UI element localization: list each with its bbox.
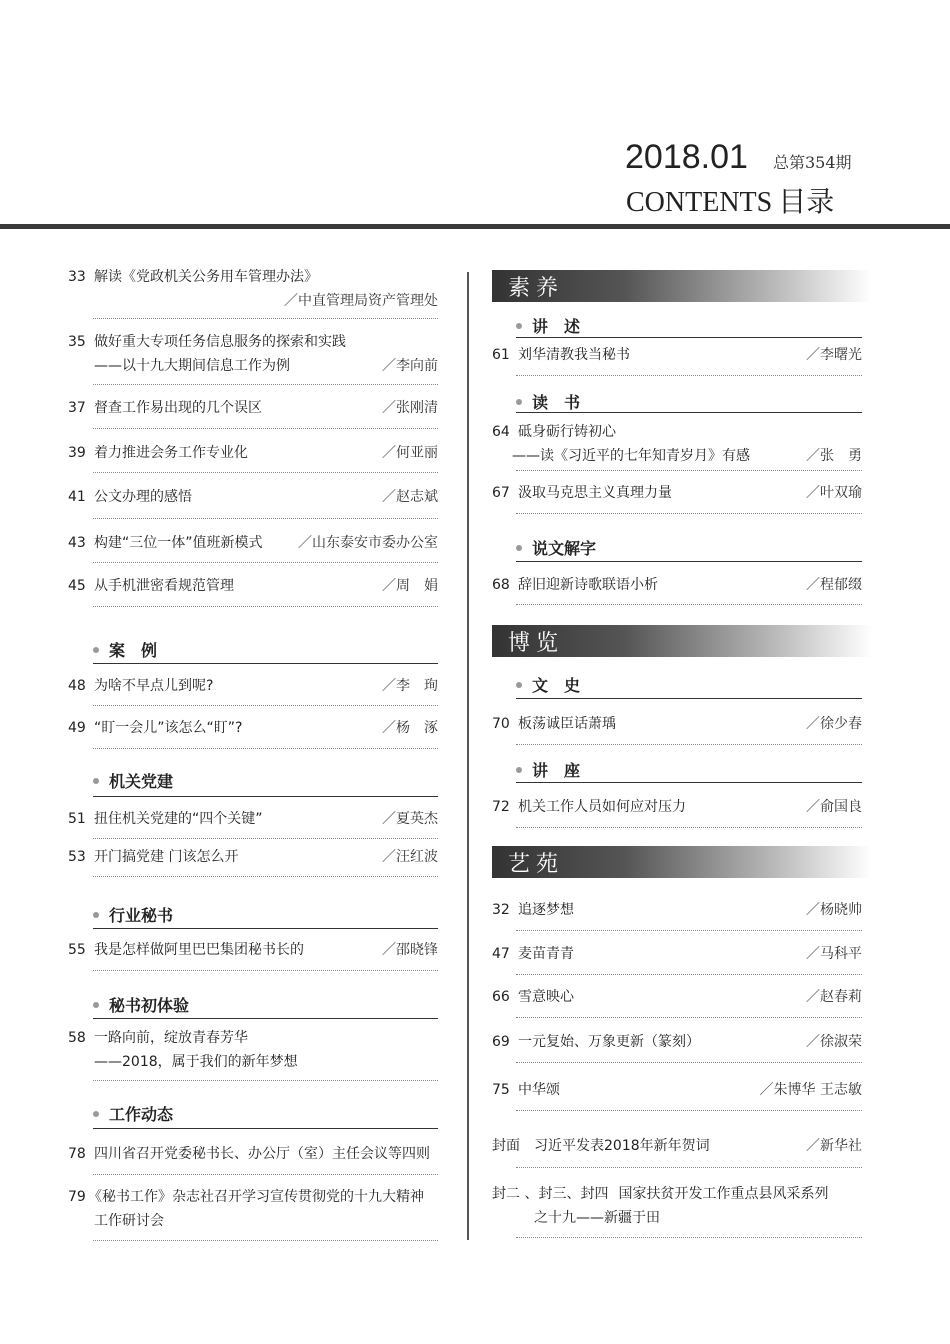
toc-entry-66[interactable] xyxy=(492,985,862,1009)
entry-title: 汲取马克思主义真理力量 xyxy=(518,485,672,501)
entry-title: 板荡诚臣话萧瑀 xyxy=(518,716,616,732)
dotted-divider xyxy=(93,1174,438,1175)
section-rule xyxy=(516,698,862,699)
entry-title: 一元复始、万象更新（篆刻） xyxy=(518,1034,700,1050)
dotted-divider xyxy=(93,472,438,473)
dotted-divider xyxy=(93,838,438,839)
toc-entry-47[interactable] xyxy=(492,942,862,966)
entry-title: 扭住机关党建的“四个关键” xyxy=(94,811,263,827)
contents-label: CONTENTS xyxy=(626,187,773,218)
entry-author: ／新华社 xyxy=(806,1138,862,1154)
bullet-icon xyxy=(516,545,522,551)
toc-entry-75[interactable] xyxy=(492,1078,862,1102)
toc-entry-33[interactable] xyxy=(68,265,438,313)
dotted-divider xyxy=(93,606,438,607)
toc-entry-41[interactable] xyxy=(68,485,438,509)
banner-suyang: 素养 xyxy=(492,270,872,302)
entry-author: ／徐少春 xyxy=(806,716,862,732)
page-number: 68 xyxy=(492,577,510,593)
header-rule xyxy=(0,224,950,229)
bullet-icon xyxy=(93,647,99,653)
dotted-divider xyxy=(516,1062,862,1063)
page-number: 61 xyxy=(492,347,510,363)
dotted-divider xyxy=(516,827,862,828)
toc-entry-64[interactable] xyxy=(492,420,862,468)
contents-title xyxy=(626,180,834,220)
entry-title: 麦苗青青 xyxy=(518,946,574,962)
entry-author: ／徐淑荣 xyxy=(806,1034,862,1050)
entry-title: 习近平发表2018年新年贺词 xyxy=(534,1138,710,1154)
entry-author: ／俞国良 xyxy=(806,799,862,815)
toc-entry-68[interactable] xyxy=(492,573,862,597)
entry-title: 开门搞党建 门该怎么开 xyxy=(94,849,239,865)
section-heading-wenshi: 文 史 xyxy=(516,673,580,696)
section-heading-hangye: 行业秘书 xyxy=(93,903,173,926)
page-number: 47 xyxy=(492,946,510,962)
dotted-divider xyxy=(516,1237,862,1238)
page-number: 51 xyxy=(68,811,86,827)
toc-entry-49[interactable] xyxy=(68,716,438,740)
section-rule xyxy=(516,782,862,783)
toc-entry-35[interactable] xyxy=(68,330,438,378)
toc-entry-72[interactable] xyxy=(492,795,862,819)
page-number: 64 xyxy=(492,424,510,440)
toc-entry-67[interactable] xyxy=(492,481,862,505)
page-number: 75 xyxy=(492,1082,510,1098)
entry-title: 督查工作易出现的几个误区 xyxy=(94,400,262,416)
entry-author: ／赵志斌 xyxy=(382,489,438,505)
page-number: 39 xyxy=(68,445,86,461)
entry-title: 四川省召开党委秘书长、办公厅（室）主任会议等四则 xyxy=(94,1146,430,1162)
section-rule xyxy=(93,1128,438,1129)
cover-label: 封面 xyxy=(492,1138,520,1154)
entry-author: ／朱博华 王志敏 xyxy=(759,1082,862,1098)
toc-entry-78[interactable] xyxy=(68,1142,448,1166)
entry-title: 《秘书工作》杂志社召开学习宣传贯彻党的十九大精神 xyxy=(88,1189,424,1205)
entry-title: 辞旧迎新诗歌联语小析 xyxy=(518,577,658,593)
dotted-divider xyxy=(93,1240,438,1241)
section-heading-anli: 案 例 xyxy=(93,638,157,661)
section-rule xyxy=(93,663,438,664)
bullet-icon xyxy=(93,778,99,784)
dotted-divider xyxy=(93,705,438,706)
toc-entry-61[interactable] xyxy=(492,343,862,367)
page-number: 35 xyxy=(68,334,86,350)
bullet-icon xyxy=(516,682,522,688)
entry-title: 一路向前，绽放青春芳华 xyxy=(94,1030,248,1046)
entry-title: 解读《党政机关公务用车管理办法》 xyxy=(94,269,318,285)
page-number: 55 xyxy=(68,942,86,958)
cover-label: 封二 、封三、封四 xyxy=(492,1186,609,1202)
masthead xyxy=(0,130,950,230)
toc-entry-37[interactable] xyxy=(68,396,438,420)
section-rule xyxy=(93,928,438,929)
entry-author: ／张刚清 xyxy=(382,400,438,416)
entry-title: 公文办理的感悟 xyxy=(94,489,192,505)
bullet-icon xyxy=(516,399,522,405)
dotted-divider xyxy=(93,318,438,319)
toc-entry-79[interactable] xyxy=(68,1185,448,1233)
page-number: 66 xyxy=(492,989,510,1005)
bullet-icon xyxy=(93,912,99,918)
section-rule xyxy=(516,412,862,413)
entry-title: 着力推进会务工作专业化 xyxy=(94,445,248,461)
toc-entry-69[interactable] xyxy=(492,1030,862,1054)
dotted-divider xyxy=(93,384,438,385)
entry-title: 从手机泄密看规范管理 xyxy=(94,578,234,594)
toc-entry-45[interactable] xyxy=(68,574,438,598)
toc-entry-55[interactable] xyxy=(68,938,438,962)
section-heading-jiangshu: 讲 述 xyxy=(516,314,580,337)
bullet-icon xyxy=(93,1002,99,1008)
dotted-divider xyxy=(516,974,862,975)
toc-entry-58[interactable] xyxy=(68,1026,438,1074)
entry-author: ／邵晓锋 xyxy=(382,942,438,958)
toc-entry-39[interactable] xyxy=(68,441,438,465)
entry-title: 中华颂 xyxy=(518,1082,560,1098)
dotted-divider xyxy=(516,744,862,745)
entry-author: ／李 珣 xyxy=(382,678,438,694)
dotted-divider xyxy=(516,470,862,471)
bullet-icon xyxy=(93,1111,99,1117)
entry-subtitle: 之十九——新疆于田 xyxy=(534,1210,660,1226)
dotted-divider xyxy=(516,375,862,376)
page-number: 78 xyxy=(68,1146,86,1162)
page-number: 69 xyxy=(492,1034,510,1050)
entry-author: ／夏英杰 xyxy=(382,811,438,827)
entry-title: 做好重大专项任务信息服务的探索和实践 xyxy=(94,334,346,350)
entry-title: 刘华清教我当秘书 xyxy=(518,347,630,363)
section-rule xyxy=(516,561,862,562)
toc-entry-70[interactable] xyxy=(492,712,862,736)
entry-author: ／中直管理局资产管理处 xyxy=(284,293,438,309)
entry-subtitle: 工作研讨会 xyxy=(94,1213,164,1229)
mulu-label: 目录 xyxy=(778,185,835,218)
page-number: 37 xyxy=(68,400,86,416)
page-number: 33 xyxy=(68,269,86,285)
entry-title: 砥身砺行铸初心 xyxy=(518,424,616,440)
page-number: 32 xyxy=(492,902,510,918)
entry-title: “盯一会儿”该怎么“盯”? xyxy=(94,720,243,736)
page-number: 70 xyxy=(492,716,510,732)
dotted-divider xyxy=(516,930,862,931)
entry-subtitle: ——读《习近平的七年知青岁月》有感 xyxy=(512,448,750,464)
entry-title: 构建“三位一体”值班新模式 xyxy=(94,535,263,551)
toc-entry-covers[interactable] xyxy=(492,1182,862,1230)
entry-title: 追逐梦想 xyxy=(518,902,574,918)
page-number: 79 xyxy=(68,1189,86,1205)
entry-author: ／周 娟 xyxy=(382,578,438,594)
page-number: 45 xyxy=(68,578,86,594)
banner-yiyuan: 艺苑 xyxy=(492,846,872,878)
toc-entry-cover[interactable] xyxy=(492,1134,862,1158)
dotted-divider xyxy=(516,1110,862,1111)
issue-number: 总第354期 xyxy=(773,153,852,172)
section-heading-chutiyan: 秘书初体验 xyxy=(93,993,189,1016)
section-heading-dushu: 读 书 xyxy=(516,390,580,413)
dotted-divider xyxy=(93,518,438,519)
page-number: 49 xyxy=(68,720,86,736)
section-heading-dongtai: 工作动态 xyxy=(93,1102,173,1125)
toc-entry-48[interactable] xyxy=(68,674,438,698)
entry-author: ／何亚丽 xyxy=(382,445,438,461)
entry-author: ／杨晓帅 xyxy=(806,902,862,918)
entry-author: ／汪红波 xyxy=(382,849,438,865)
section-heading-jiangzuo: 讲 座 xyxy=(516,758,580,781)
entry-author: ／叶双瑜 xyxy=(806,485,862,501)
section-heading-shuowen: 说文解字 xyxy=(516,536,596,559)
bullet-icon xyxy=(516,767,522,773)
toc-entry-43[interactable] xyxy=(68,531,438,555)
entry-author: ／赵春莉 xyxy=(806,989,862,1005)
section-rule xyxy=(93,796,438,797)
page-number: 48 xyxy=(68,678,86,694)
entry-author: ／程郁缀 xyxy=(806,577,862,593)
toc-entry-32[interactable] xyxy=(492,898,862,922)
page-number: 43 xyxy=(68,535,86,551)
page-number: 67 xyxy=(492,485,510,501)
bullet-icon xyxy=(516,323,522,329)
entry-title: 国家扶贫开发工作重点县风采系列 xyxy=(618,1186,829,1202)
dotted-divider xyxy=(93,428,438,429)
dotted-divider xyxy=(93,1080,438,1081)
entry-author: ／张 勇 xyxy=(806,448,862,464)
entry-title: 为啥不早点儿到呢? xyxy=(94,678,214,694)
entry-author: ／李向前 xyxy=(382,358,438,374)
dotted-divider xyxy=(93,748,438,749)
entry-title: 雪意映心 xyxy=(518,989,574,1005)
dotted-divider xyxy=(516,1167,862,1168)
dotted-divider xyxy=(93,970,438,971)
banner-bolan: 博览 xyxy=(492,625,872,657)
entry-title: 我是怎样做阿里巴巴集团秘书长的 xyxy=(94,942,304,958)
section-rule xyxy=(516,337,862,338)
page-number: 58 xyxy=(68,1030,86,1046)
dotted-divider xyxy=(516,1017,862,1018)
entry-title: 机关工作人员如何应对压力 xyxy=(518,799,686,815)
entry-subtitle: ——2018，属于我们的新年梦想 xyxy=(94,1054,298,1070)
page-number: 41 xyxy=(68,489,86,505)
page-number: 72 xyxy=(492,799,510,815)
toc-entry-53[interactable] xyxy=(68,845,438,869)
dotted-divider xyxy=(93,876,438,877)
dotted-divider xyxy=(516,513,862,514)
page-number: 53 xyxy=(68,849,86,865)
entry-author: ／杨 涿 xyxy=(382,720,438,736)
column-divider xyxy=(467,272,469,1240)
entry-author: ／马科平 xyxy=(806,946,862,962)
issue-date: 2018.01 xyxy=(625,138,748,176)
dotted-divider xyxy=(516,604,862,605)
entry-subtitle: ——以十九大期间信息工作为例 xyxy=(94,358,290,374)
dotted-divider xyxy=(93,562,438,563)
section-heading-jiguan: 机关党建 xyxy=(93,769,173,792)
entry-author: ／李曙光 xyxy=(806,347,862,363)
toc-entry-51[interactable] xyxy=(68,807,438,831)
entry-author: ／山东泰安市委办公室 xyxy=(298,535,438,551)
section-rule xyxy=(93,1018,438,1019)
